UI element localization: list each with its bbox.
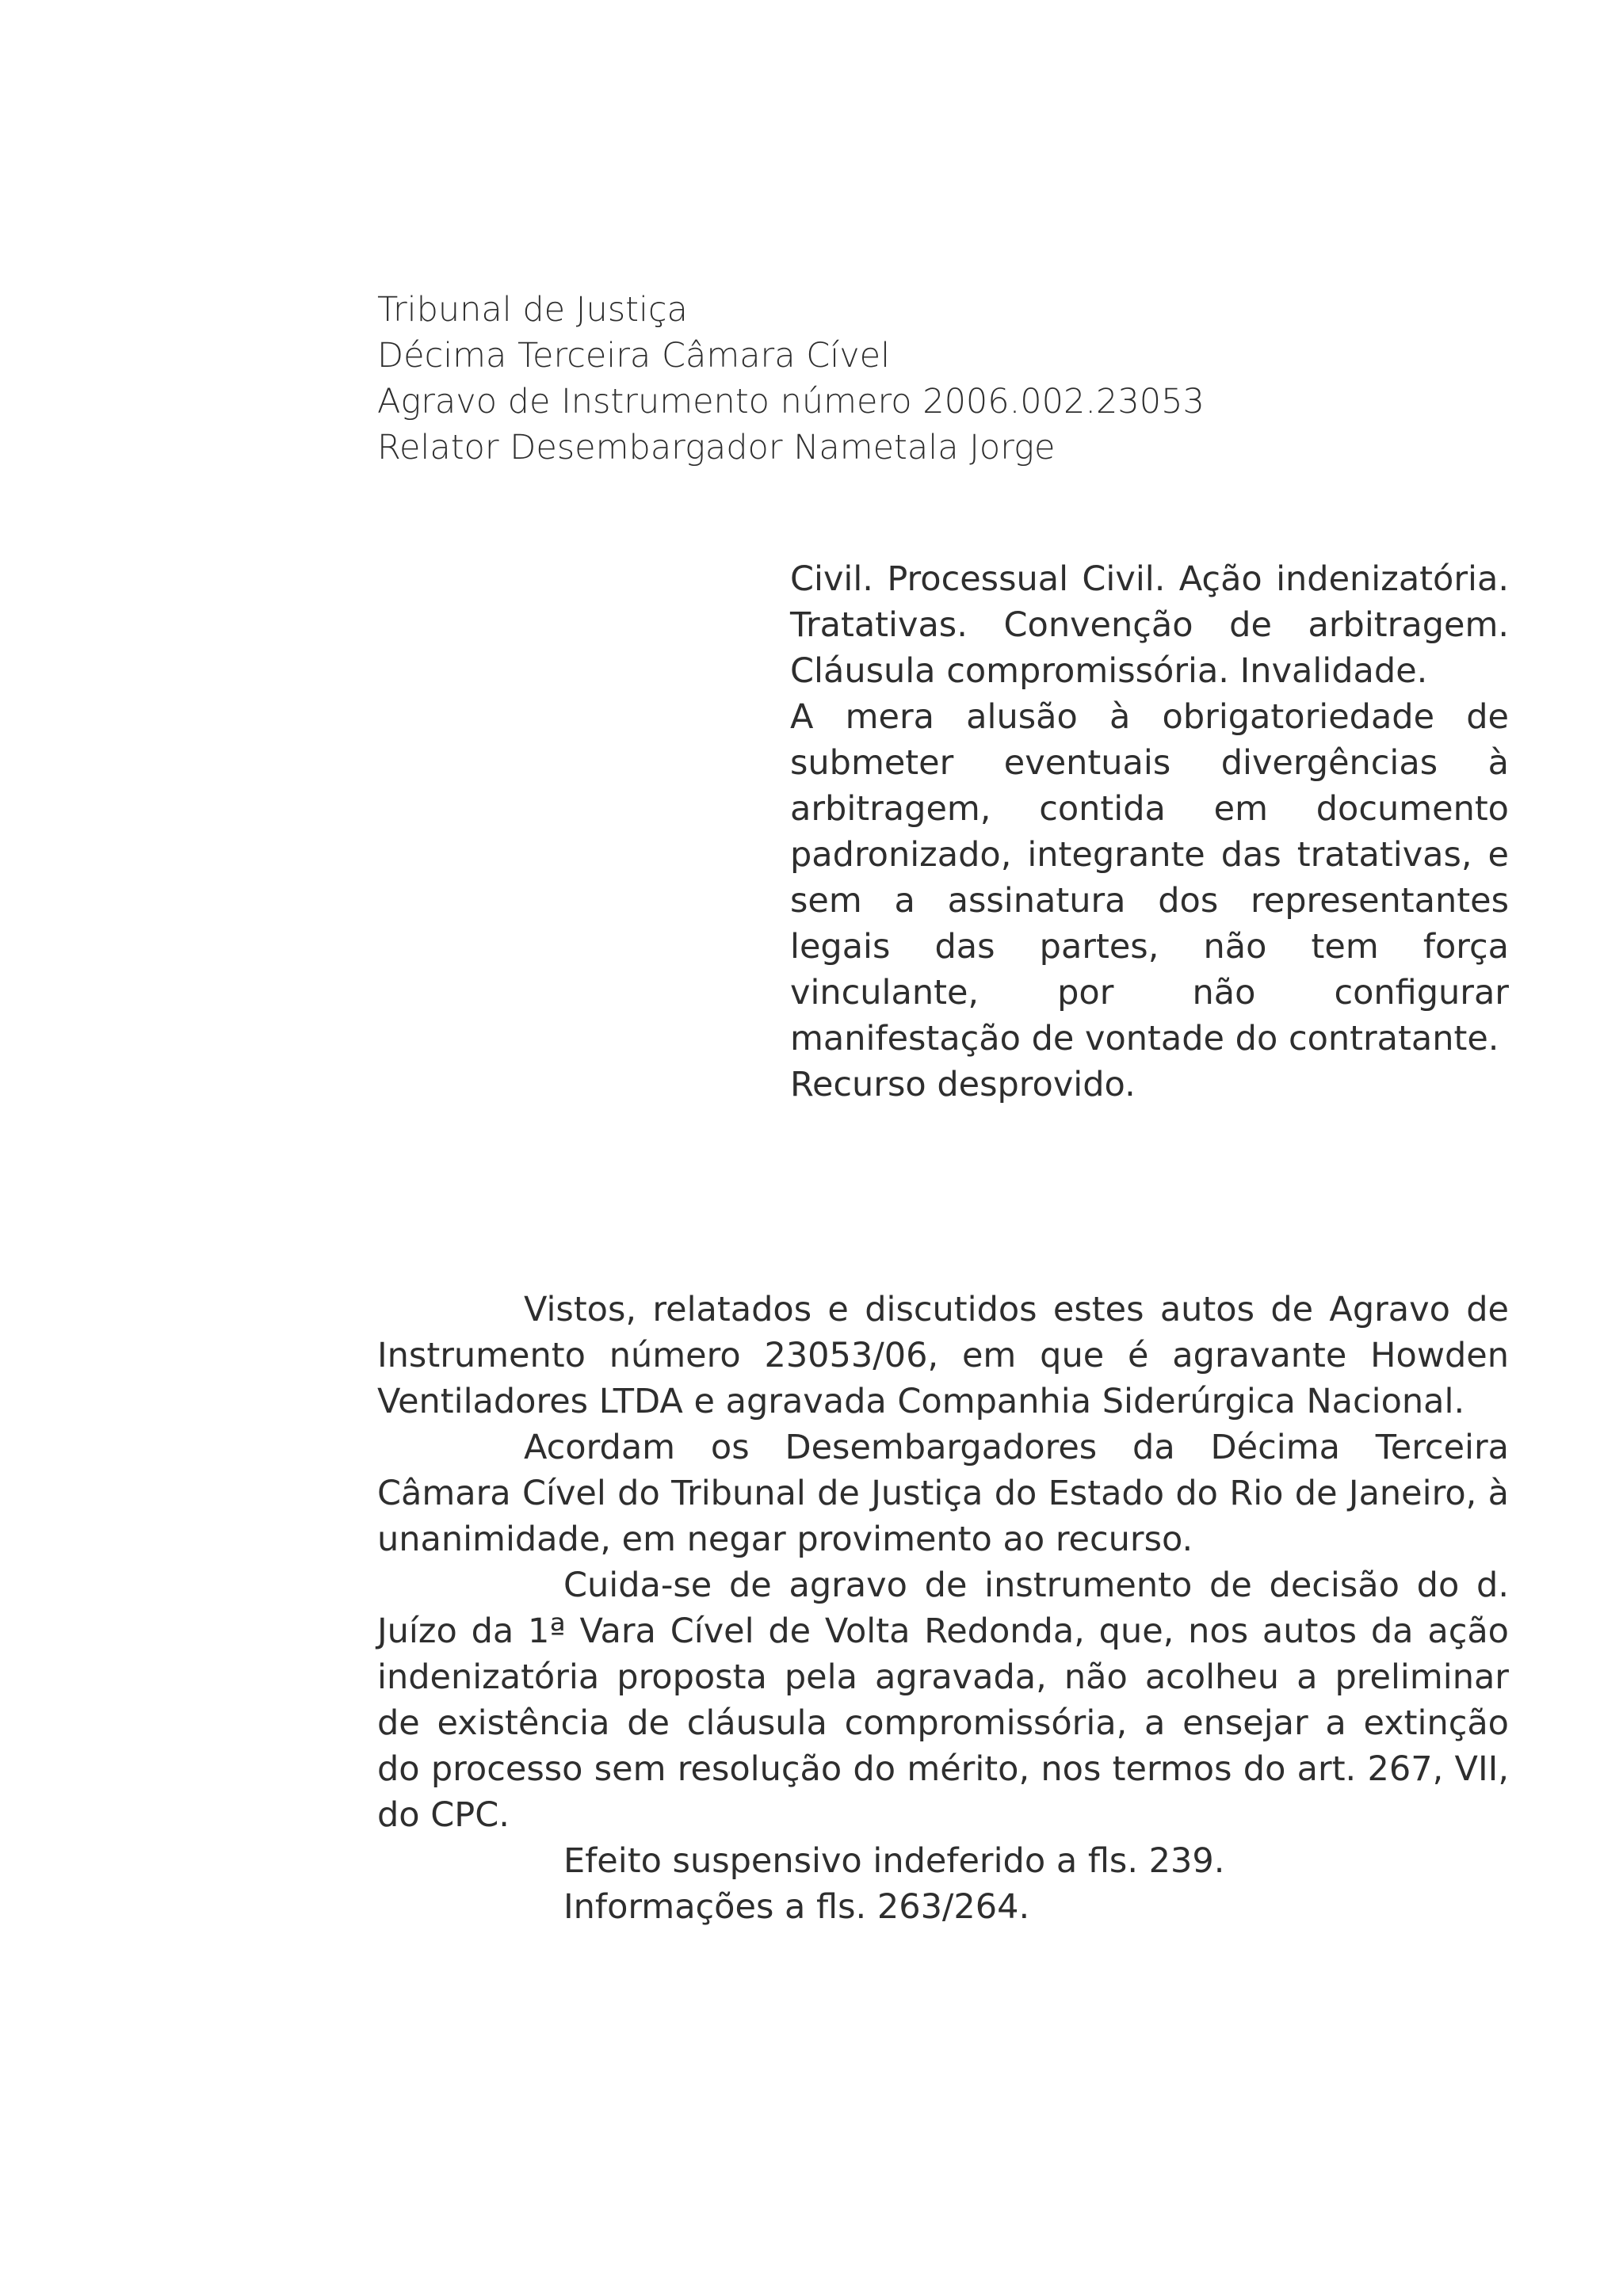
ementa-summary: A mera alusão à obrigatoriedade de submeter eventuais divergências à arbitragem, contida em documento padronizado, integrante das tratativas, e sem a assinatura dos representantes legais das partes, não tem força vinculante, por não configurar manifestação de vontade do contratante. [790, 697, 1509, 1058]
body-paragraph-relatorio: Cuida-se de agravo de instrumento de decisão do d. Juízo da 1ª Vara Cível de Volta Redonda, que, nos autos da ação indenizatória proposta pela agravada, não acolheu a preliminar de existência de cláusula compromissória, a ensejar a extinção do processo sem resolução do mérito, nos termos do art. 267, VII, do CPC. [377, 1566, 1509, 1835]
body-paragraph-acordam: Acordam os Desembargadores da Décima Terceira Câmara Cível do Tribunal de Justiça do Estado do Rio de Janeiro, à unanimidade, em negar provimento ao recurso. [377, 1428, 1509, 1559]
decision-body [377, 1287, 1509, 1930]
document-header [377, 287, 1487, 471]
case-number: Agravo de Instrumento número 2006.002.23053 [377, 382, 1205, 421]
ementa-conclusion: Recurso desprovido. [790, 1065, 1136, 1104]
rapporteur: Relator Desembargador Nametala Jorge [377, 428, 1056, 467]
ementa-block [790, 556, 1509, 1108]
court-name: Tribunal de Justiça [377, 290, 688, 330]
body-paragraph-informacoes: Informações a fls. 263/264. [563, 1887, 1030, 1927]
body-paragraph-efeito: Efeito suspensivo indeferido a fls. 239. [563, 1841, 1225, 1881]
chamber-name: Décima Terceira Câmara Cível [377, 336, 891, 376]
body-paragraph-vistos: Vistos, relatados e discutidos estes autos de Agravo de Instrumento número 23053/06, em que é agravante Howden Ventiladores LTDA e agravada Companhia Siderúrgica Nacional. [377, 1290, 1509, 1421]
ementa-keywords: Civil. Processual Civil. Ação indenizatória. Tratativas. Convenção de arbitragem. Cláusula compromissória. Invalidade. [790, 559, 1509, 691]
